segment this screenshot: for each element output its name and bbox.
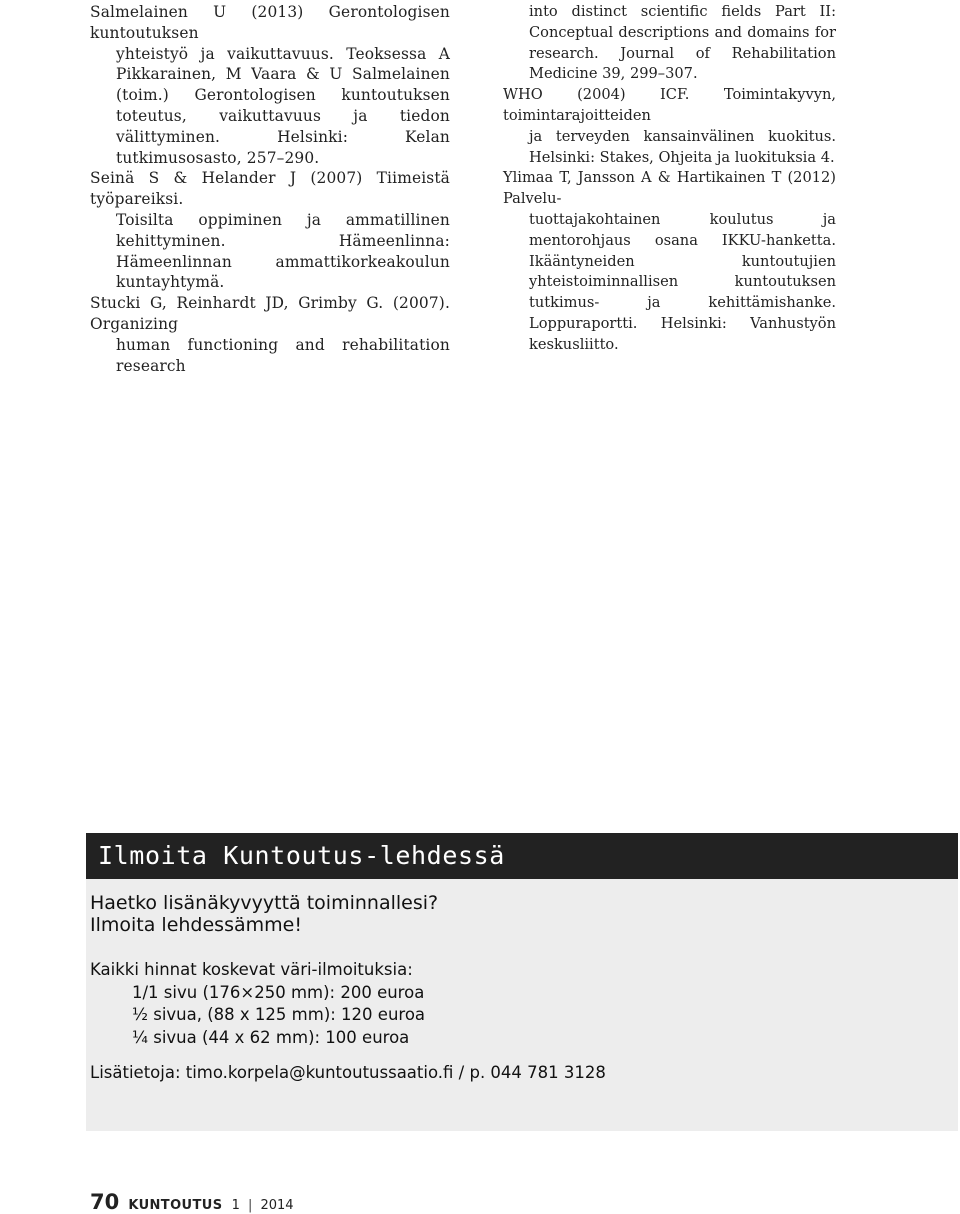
- reference-column-right: [503, 2, 836, 356]
- reference-continuation: yhteistyö ja vaikuttavuus. Teoksessa A Pikkarainen, M Vaara & U Salmelainen (toim.) Gerontologisen kuntoutuksen toteutus, vaikuttavuus ja tiedon välittyminen. Helsinki: Kelan tutkimusosasto, 257–290.: [116, 44, 450, 167]
- issue-year: 2014: [260, 1198, 294, 1213]
- reference-first-line: Seinä S & Helander J (2007) Tiimeistä työpareiksi.: [90, 169, 450, 209]
- price-full-page: 1/1 sivu (176×250 mm): 200 euroa: [132, 982, 425, 1002]
- page-number: 70: [90, 1190, 120, 1214]
- reference-continuation: into distinct scientific fields Part II: Conceptual descriptions and domains for research. Journal of Rehabilitation Medicine 39, 299–307.: [529, 3, 836, 83]
- reference-continuation: Toisilta oppiminen ja ammatillinen kehittyminen. Hämeenlinna: Hämeenlinnan ammattikorkeakoulun kuntayhtymä.: [116, 210, 450, 292]
- advertisement-header: [86, 833, 958, 879]
- reference-column-left: [90, 2, 450, 376]
- reference-salmelainen: [90, 2, 450, 168]
- price-list: [90, 959, 425, 1049]
- reference-ylimaa: [503, 168, 836, 355]
- footer-separator: |: [247, 1198, 253, 1213]
- reference-continuation: ja terveyden kansainvälinen kuokitus. Helsinki: Stakes, Ohjeita ja luokituksia 4.: [529, 127, 836, 166]
- page-footer: [90, 1190, 294, 1214]
- reference-continuation: human functioning and rehabilitation research: [116, 335, 450, 375]
- reference-first-line: Ylimaa T, Jansson A & Hartikainen T (2012) Palvelu-: [503, 169, 836, 208]
- reference-first-line: WHO (2004) ICF. Toimintakyvyn, toimintarajoitteiden: [503, 86, 836, 124]
- advertisement-title: Ilmoita Kuntoutus-lehdessä: [98, 841, 505, 870]
- reference-stucki: [90, 293, 450, 376]
- advertisement-box: [86, 833, 958, 1131]
- reference-who: [503, 85, 836, 168]
- advertisement-lead-call: Ilmoita lehdessämme!: [90, 914, 302, 936]
- reference-continuation: tuottajakohtainen koulutus ja mentorohjaus osana IKKU-hanketta. Ikääntyneiden kuntoutujien yhteistoiminnallisen kuntoutuksen tutkimus- ja kehittämishanke. Loppuraportti. Helsinki: Vanhustyön keskusliitto.: [529, 210, 836, 353]
- journal-name: KUNTOUTUS: [128, 1198, 223, 1213]
- reference-first-line: Stucki G, Reinhardt JD, Grimby G. (2007). Organizing: [90, 294, 450, 333]
- price-quarter-page: ¼ sivua (44 x 62 mm): 100 euroa: [132, 1027, 410, 1047]
- reference-seina: [90, 168, 450, 293]
- price-half-page: ½ sivua, (88 x 125 mm): 120 euroa: [132, 1005, 426, 1024]
- advertisement-lead: [90, 892, 438, 936]
- price-list-intro: Kaikki hinnat koskevat väri-ilmoituksia:: [90, 960, 413, 979]
- reference-stucki-continued: [503, 2, 836, 85]
- issue-number: 1: [231, 1198, 240, 1213]
- advertisement-lead-question: Haetko lisänäkyvyyttä toiminnallesi?: [90, 892, 439, 914]
- advertisement-contact: Lisätietoja: timo.korpela@kuntoutussaatio.fi / p. 044 781 3128: [90, 1063, 606, 1082]
- reference-first-line: Salmelainen U (2013) Gerontologisen kuntoutuksen: [90, 3, 450, 42]
